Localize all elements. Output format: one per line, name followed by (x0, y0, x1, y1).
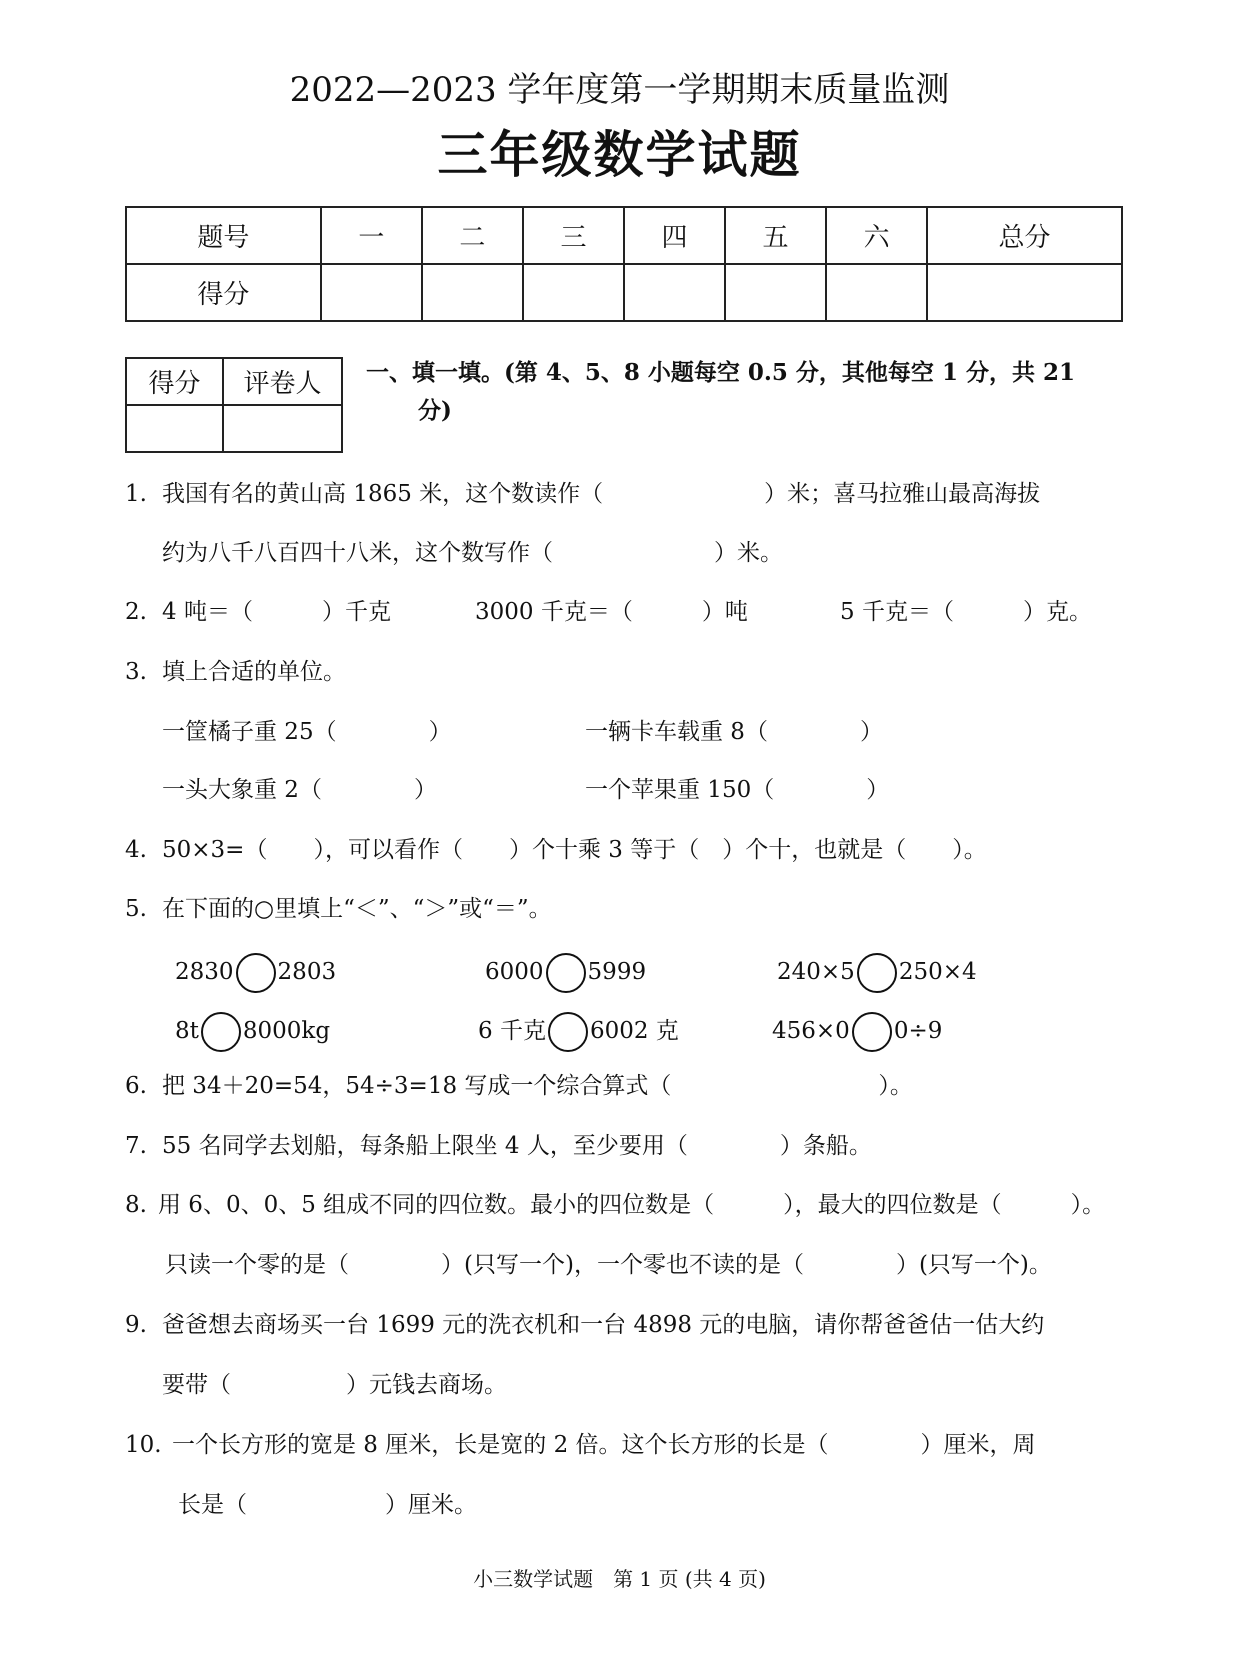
question-text: 长是（ ）厘米。 (178, 1492, 477, 1518)
left-operand: 6000 (485, 959, 544, 985)
table-cell (725, 264, 826, 321)
question-number: 9. (125, 1312, 147, 1338)
question-text: 3000 千克＝（ ）吨 (475, 599, 748, 625)
comparison-item (478, 1012, 679, 1052)
grader-table (125, 357, 343, 453)
comparison-item (485, 953, 646, 993)
question-text: 用 6、0、0、5 组成不同的四位数。最小的四位数是（ ），最大的四位数是（ ）。 (158, 1192, 1106, 1218)
table-cell: 评卷人 (223, 358, 342, 405)
answer-circle[interactable] (201, 1012, 241, 1052)
score-table (125, 206, 1123, 322)
answer-circle[interactable] (852, 1012, 892, 1052)
question-text: 4 吨＝（ ）千克 (162, 599, 391, 625)
table-cell: 六 (826, 207, 927, 264)
question-text: 55 名同学去划船，每条船上限坐 4 人，至少要用（ ）条船。 (162, 1133, 872, 1159)
answer-circle[interactable] (548, 1012, 588, 1052)
question-text: 只读一个零的是（ ）(只写一个)，一个零也不读的是（ ）(只写一个)。 (165, 1252, 1052, 1278)
table-row (126, 207, 1122, 264)
right-operand: 0÷9 (893, 1018, 943, 1044)
section-heading-cont: 分) (418, 397, 452, 424)
table-row (126, 358, 342, 405)
question-text: 我国有名的黄山高 1865 米，这个数读作（ ）米；喜马拉雅山最高海拔 (162, 481, 1041, 507)
left-operand: 456×0 (772, 1018, 850, 1044)
section-heading: 一、填一填。(第 4、5、8 小题每空 0.5 分，其他每空 1 分，共 21 (366, 359, 1075, 386)
question-number: 8. (125, 1192, 147, 1218)
question-number: 5. (125, 896, 147, 922)
question-text: 一个苹果重 150（ ） (585, 777, 890, 803)
left-operand: 8t (175, 1018, 199, 1044)
table-cell (126, 405, 223, 452)
table-cell (624, 264, 725, 321)
table-cell (223, 405, 342, 452)
table-cell: 得分 (126, 358, 223, 405)
question-text: 把 34＋20=54，54÷3=18 写成一个综合算式（ ）。 (162, 1073, 913, 1099)
question-number: 6. (125, 1073, 147, 1099)
table-cell: 五 (725, 207, 826, 264)
question-number: 1. (125, 481, 147, 507)
table-cell (523, 264, 624, 321)
table-cell (927, 264, 1122, 321)
table-cell (826, 264, 927, 321)
question-text: 填上合适的单位。 (162, 659, 346, 685)
question-text: 一个长方形的宽是 8 厘米，长是宽的 2 倍。这个长方形的长是（ ）厘米，周 (172, 1432, 1036, 1458)
question-text: 一头大象重 2（ ） (162, 777, 437, 803)
table-cell: 得分 (126, 264, 321, 321)
table-row (126, 264, 1122, 321)
question-text: 约为八千八百四十八米，这个数写作（ ）米。 (162, 540, 783, 566)
comparison-item (175, 953, 336, 993)
question-text: 要带（ ）元钱去商场。 (162, 1372, 507, 1398)
question-number: 2. (125, 599, 147, 625)
left-operand: 2830 (175, 959, 234, 985)
table-cell: 二 (422, 207, 523, 264)
question-text: 一辆卡车载重 8（ ） (585, 719, 883, 745)
exam-title: 2022—2023 学年度第一学期期末质量监测 (289, 70, 950, 110)
comparison-item (175, 1012, 330, 1052)
right-operand: 8000kg (242, 1018, 331, 1044)
comparison-item (772, 1012, 942, 1052)
left-operand: 240×5 (777, 959, 855, 985)
table-cell: 总分 (927, 207, 1122, 264)
question-text: 爸爸想去商场买一台 1699 元的洗衣机和一台 4898 元的电脑，请你帮爸爸估一估大约 (162, 1312, 1045, 1338)
comparison-item (777, 953, 977, 993)
question-text: 一筐橘子重 25（ ） (162, 719, 452, 745)
table-row (126, 405, 342, 452)
question-text: 在下面的○里填上“＜”、“＞”或“＝”。 (162, 896, 552, 922)
table-cell (422, 264, 523, 321)
right-operand: 6002 克 (589, 1018, 679, 1044)
right-operand: 250×4 (898, 959, 977, 985)
question-text: 5 千克＝（ ）克。 (840, 599, 1092, 625)
question-text: 50×3=（ ），可以看作（ ）个十乘 3 等于（ ）个十，也就是（ ）。 (162, 837, 987, 863)
table-cell: 四 (624, 207, 725, 264)
exam-subtitle: 三年级数学试题 (437, 125, 802, 184)
table-cell: 一 (321, 207, 422, 264)
table-cell (321, 264, 422, 321)
page-footer: 小三数学试题 第 1 页 (共 4 页) (473, 1567, 766, 1591)
question-number: 3. (125, 659, 147, 685)
left-operand: 6 千克 (478, 1018, 546, 1044)
table-cell: 三 (523, 207, 624, 264)
table-cell: 题号 (126, 207, 321, 264)
answer-circle[interactable] (546, 953, 586, 993)
question-number: 4. (125, 837, 147, 863)
question-number: 10. (125, 1432, 162, 1458)
right-operand: 2803 (277, 959, 337, 985)
answer-circle[interactable] (236, 953, 276, 993)
right-operand: 5999 (587, 959, 647, 985)
answer-circle[interactable] (857, 953, 897, 993)
question-number: 7. (125, 1133, 147, 1159)
